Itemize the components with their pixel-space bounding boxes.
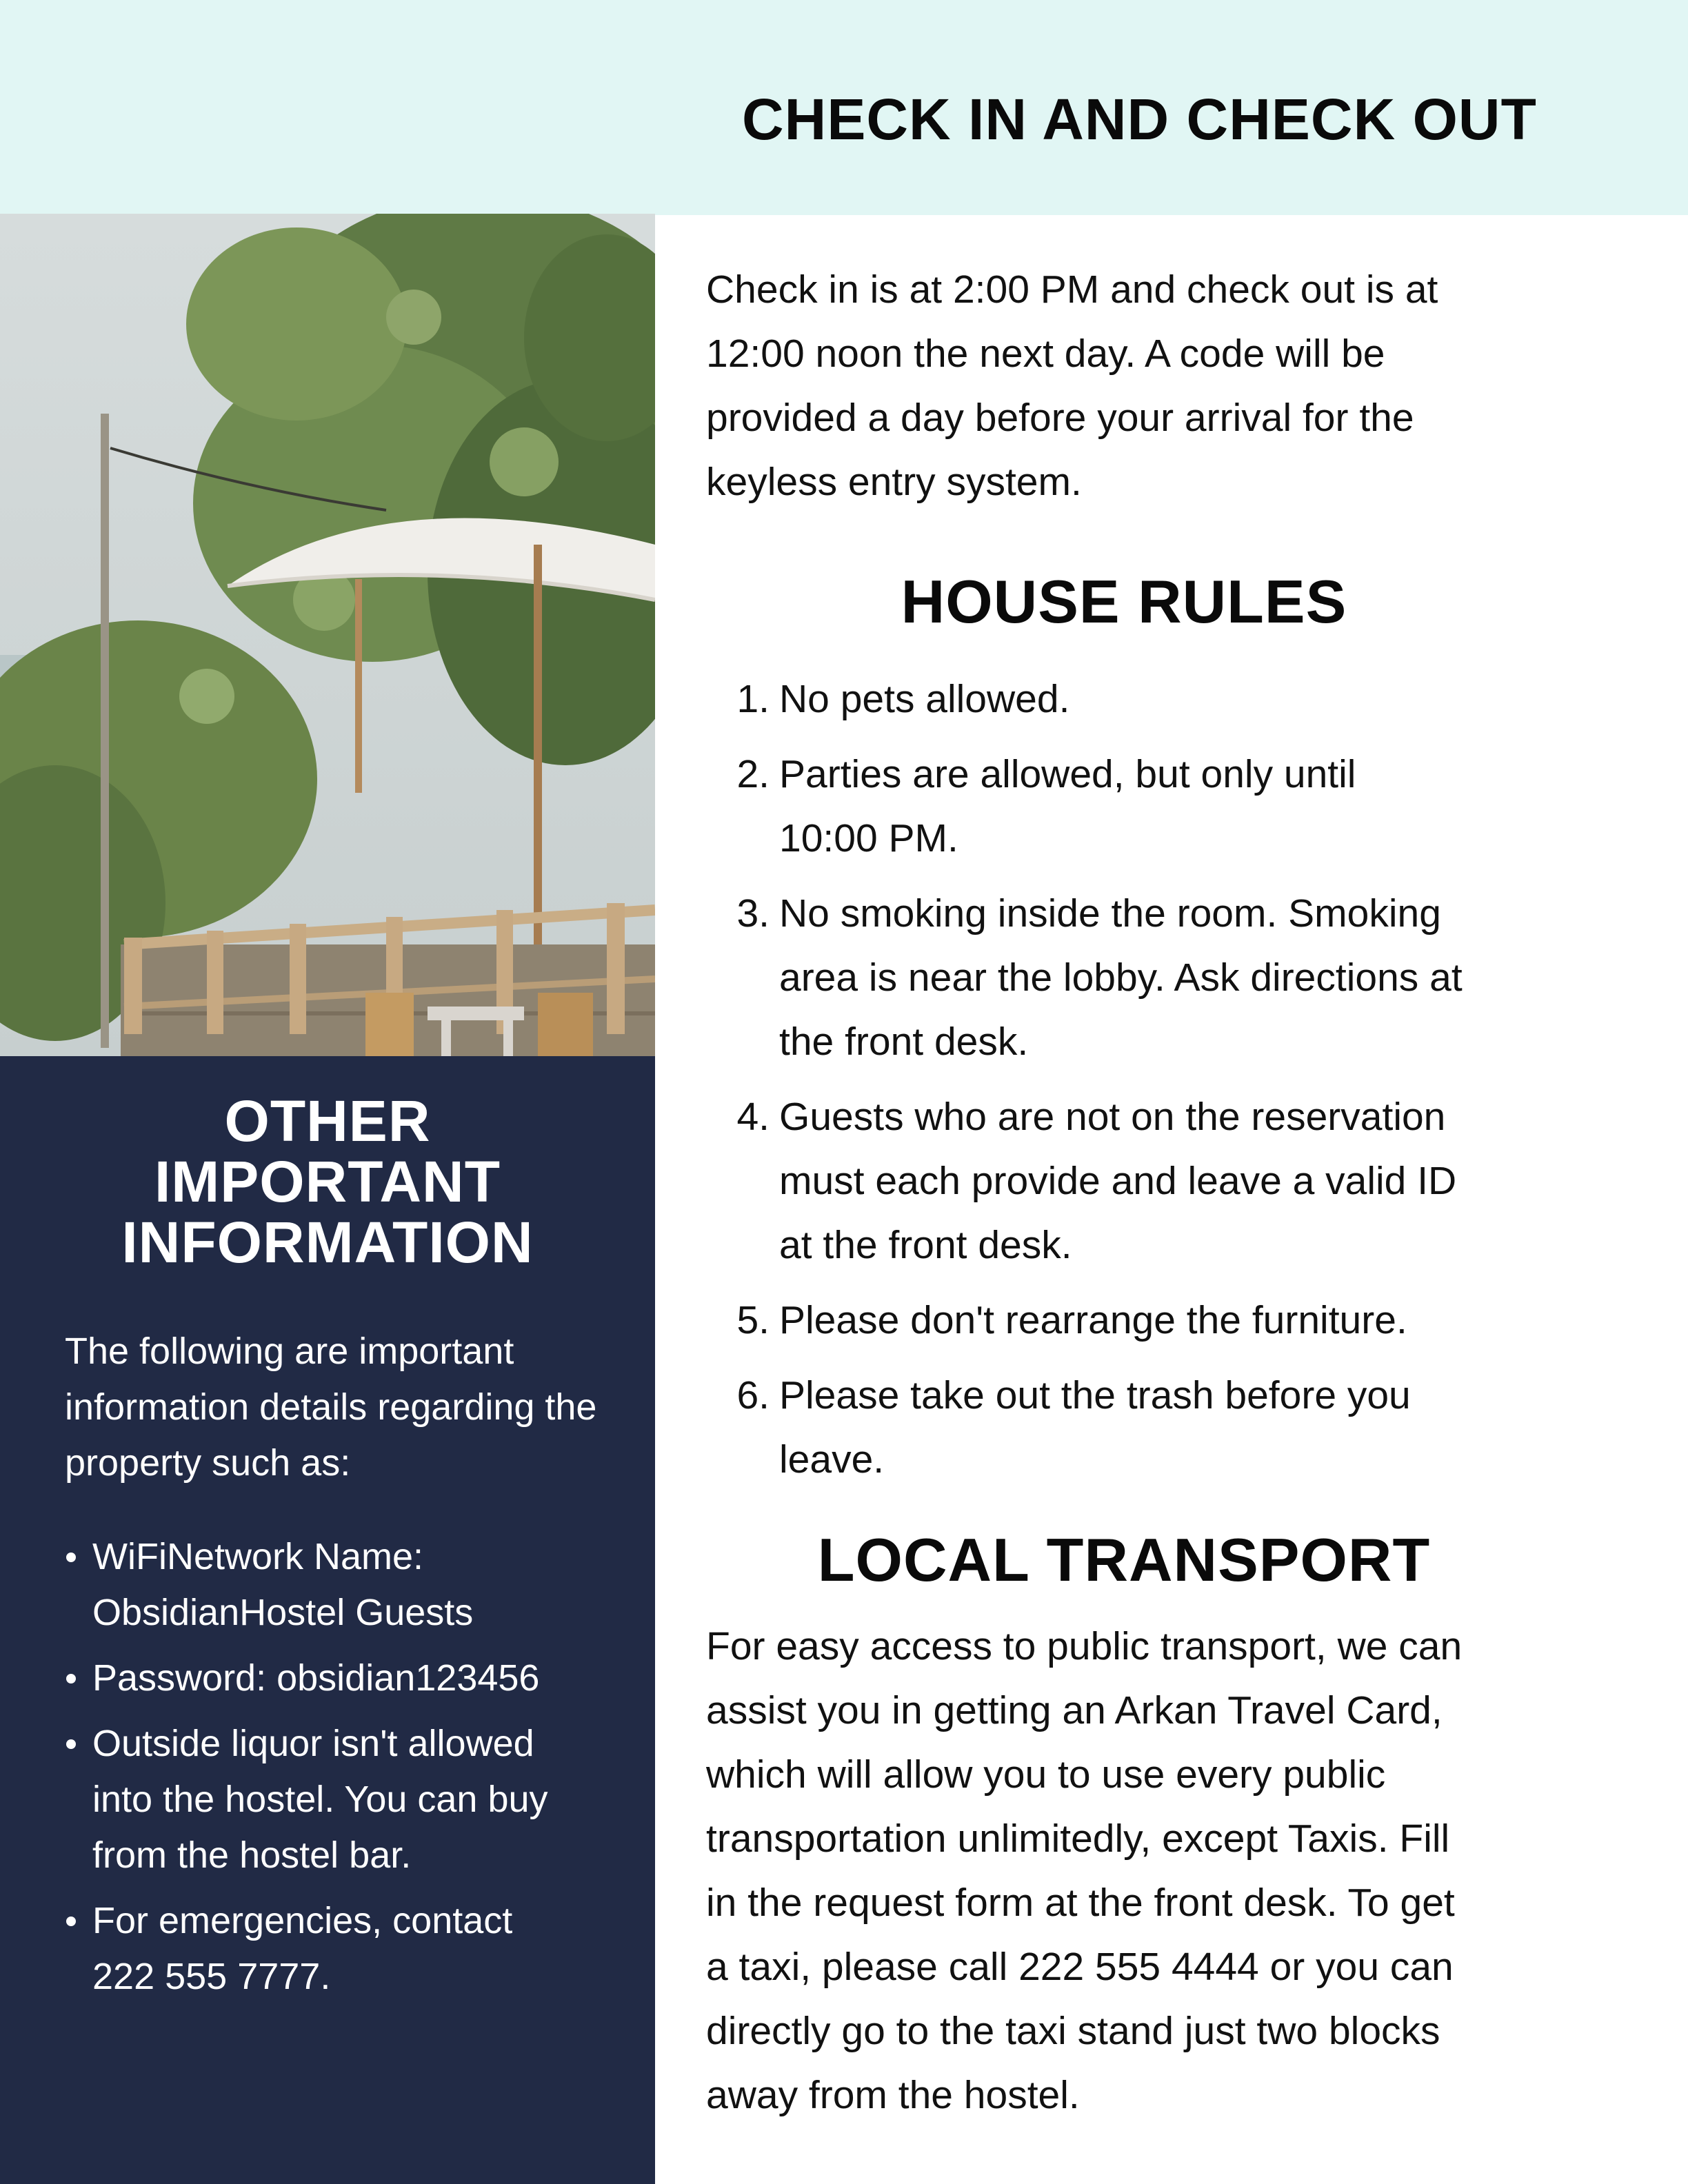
checkin-line: Check in is at 2:00 PM and check out is at <box>706 267 1438 312</box>
rule-line: No smoking inside the room. Smoking <box>779 891 1441 936</box>
rule-line: at the front desk. <box>779 1223 1072 1267</box>
rule-number: 5. <box>736 1298 770 1342</box>
transport-line: directly go to the taxi stand just two blocks <box>706 2009 1440 2053</box>
local-transport-paragraph <box>706 1615 1644 2127</box>
info-list-item <box>65 1650 630 1706</box>
info-item-line: Password: obsidian123456 <box>92 1657 540 1699</box>
rule-item <box>728 882 1645 1074</box>
info-item-line: into the hostel. You can buy <box>92 1779 548 1820</box>
bullet-icon <box>66 1553 76 1562</box>
bullet-icon <box>66 1674 76 1684</box>
info-item-line: 222 555 7777. <box>92 1956 331 1997</box>
info-item-line: WiFiNetwork Name: <box>92 1536 424 1577</box>
info-list <box>65 1529 630 2014</box>
bullet-icon <box>66 1917 76 1926</box>
house-rules-heading: HOUSE RULES <box>901 567 1347 636</box>
info-title-line: IMPORTANT <box>154 1149 501 1214</box>
local-transport-heading: LOCAL TRANSPORT <box>817 1526 1431 1594</box>
info-intro-text: The following are important information details regarding the property such as: <box>65 1331 597 1484</box>
rule-line: Please don't rearrange the furniture. <box>779 1298 1407 1342</box>
checkin-line: 12:00 noon the next day. A code will be <box>706 332 1385 376</box>
transport-line: away from the hostel. <box>706 2073 1080 2117</box>
info-item-line: from the hostel bar. <box>92 1834 412 1876</box>
info-item-line: ObsidianHostel Guests <box>92 1592 474 1633</box>
info-list-item <box>65 1529 630 1641</box>
checkin-paragraph <box>706 258 1644 514</box>
other-information-panel <box>0 1056 655 2184</box>
rule-item <box>728 1085 1645 1277</box>
rule-line: must each provide and leave a valid ID <box>779 1159 1457 1203</box>
rule-line: Guests who are not on the reservation <box>779 1095 1446 1139</box>
rule-line: area is near the lobby. Ask directions at <box>779 956 1463 1000</box>
transport-line: For easy access to public transport, we can <box>706 1624 1463 1668</box>
rule-line: Parties are allowed, but only until <box>779 752 1356 796</box>
rule-number: 6. <box>736 1373 770 1417</box>
rule-line: Please take out the trash before you <box>779 1373 1411 1417</box>
checkin-line: provided a day before your arrival for the <box>706 396 1414 440</box>
rule-item <box>728 667 1645 731</box>
rule-number: 2. <box>736 752 770 796</box>
rule-number: 4. <box>736 1095 770 1139</box>
transport-line: which will allow you to use every public <box>706 1752 1386 1797</box>
rule-line: the front desk. <box>779 1020 1029 1064</box>
transport-line: assist you in getting an Arkan Travel Card, <box>706 1688 1443 1732</box>
transport-line: transportation unlimitedly, except Taxis. Fill <box>706 1817 1450 1861</box>
hostel-terrace-photo <box>0 214 655 1056</box>
info-item-line: Outside liquor isn't allowed <box>92 1723 534 1764</box>
other-information-title <box>28 1091 627 1273</box>
rule-item <box>728 1364 1645 1492</box>
rule-number: 1. <box>736 677 770 721</box>
transport-line: a taxi, please call 222 555 4444 or you can <box>706 1945 1454 1989</box>
rule-line: No pets allowed. <box>779 677 1070 721</box>
rule-line: 10:00 PM. <box>779 816 958 860</box>
rule-item <box>728 742 1645 871</box>
transport-line: in the request form at the front desk. To get <box>706 1881 1455 1925</box>
info-list-item <box>65 1893 630 2005</box>
rule-item <box>728 1288 1645 1353</box>
bullet-icon <box>66 1739 76 1749</box>
rule-line: leave. <box>779 1437 885 1482</box>
info-title-line: INFORMATION <box>121 1210 534 1275</box>
checkin-checkout-title: CHECK IN AND CHECK OUT <box>742 87 1537 152</box>
rule-number: 3. <box>736 891 770 936</box>
terrace-illustration <box>0 214 655 1056</box>
info-list-item <box>65 1716 630 1883</box>
info-item-line: For emergencies, contact <box>92 1900 513 1941</box>
house-rules-list <box>728 667 1645 1503</box>
info-title-line: OTHER <box>224 1089 431 1153</box>
header-band <box>0 0 1688 215</box>
checkin-line: keyless entry system. <box>706 460 1082 504</box>
